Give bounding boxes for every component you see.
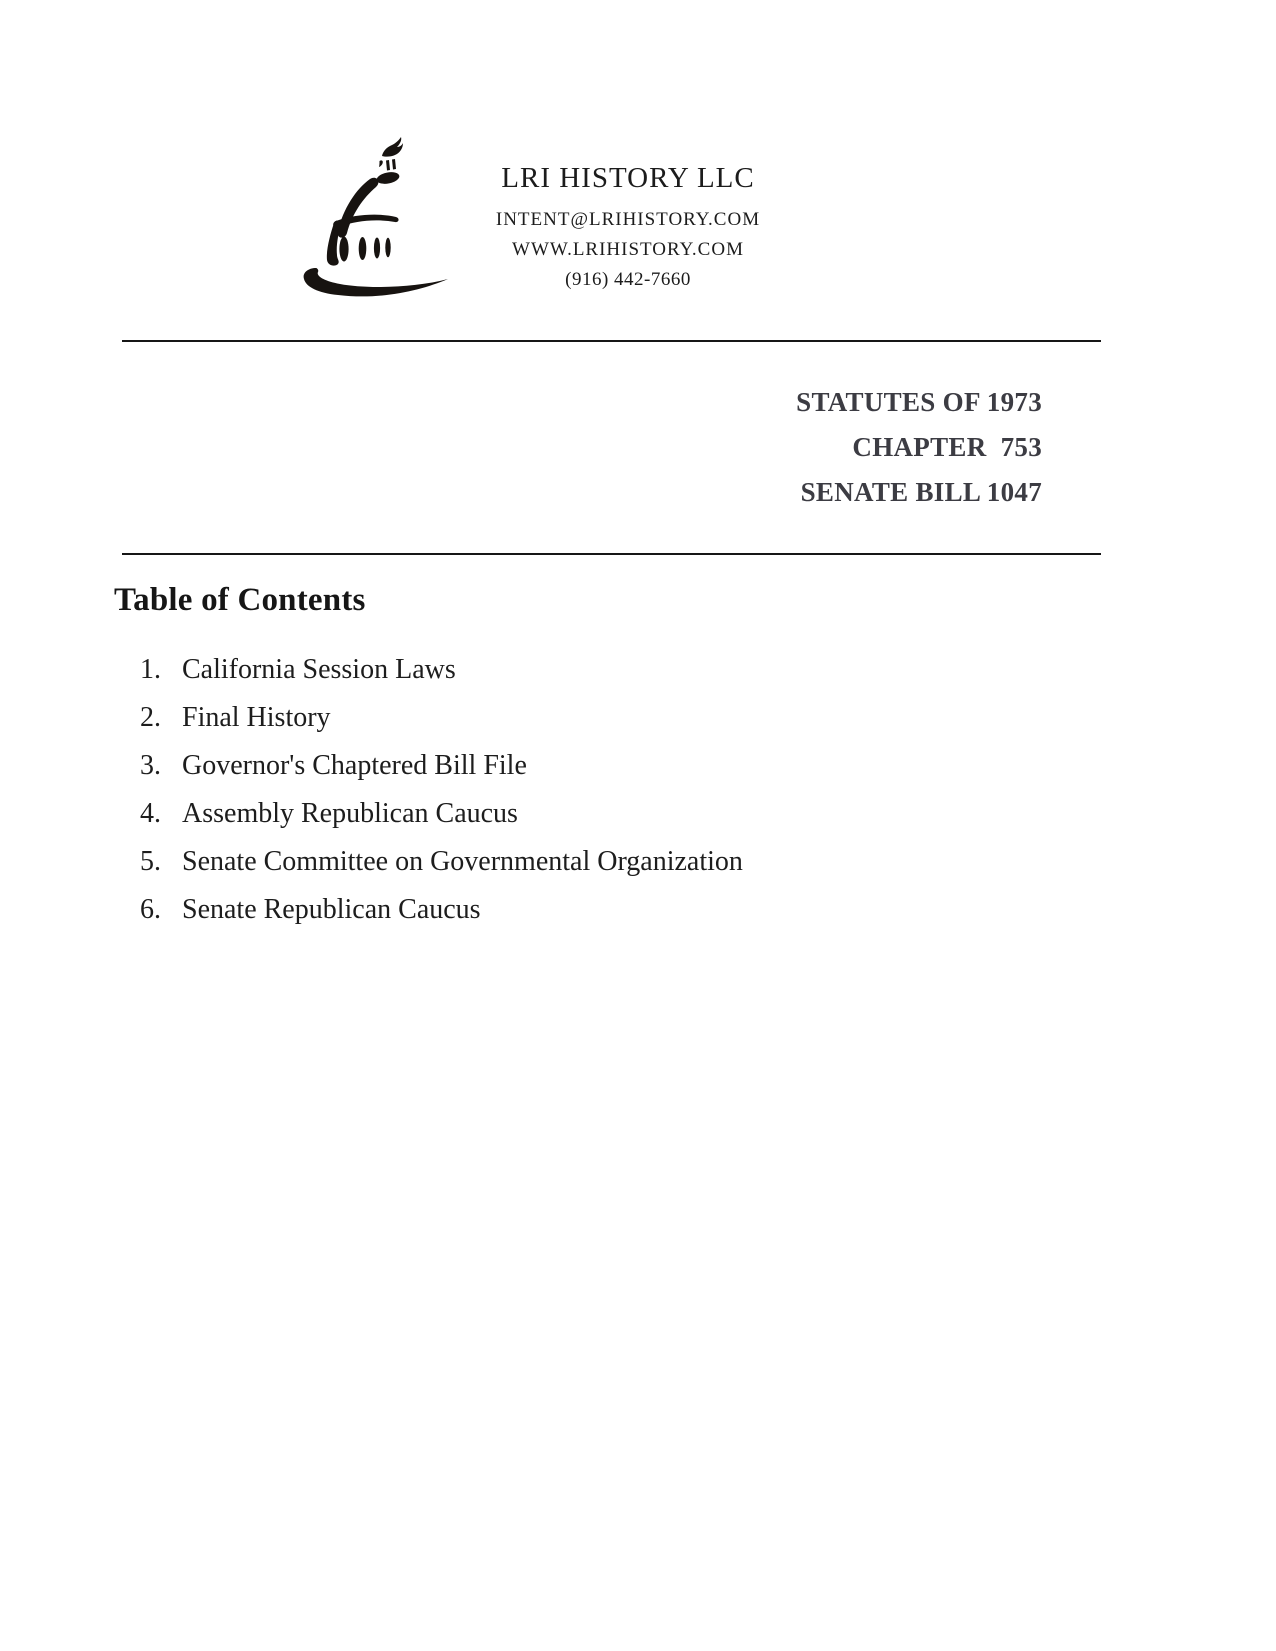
- divider-bottom: [122, 553, 1101, 555]
- toc-item-label: Final History: [182, 702, 331, 733]
- toc-item-number: 3.: [140, 750, 161, 781]
- toc-item: [140, 893, 743, 927]
- company-email: INTENT@LRIHISTORY.COM: [495, 209, 761, 230]
- company-name: LRI HISTORY LLC: [501, 162, 755, 194]
- document-title-block: [796, 380, 1042, 515]
- company-website: WWW.LRIHISTORY.COM: [512, 239, 744, 260]
- company-phone: (916) 442-7660: [565, 269, 691, 290]
- toc-item-number: 4.: [140, 798, 161, 829]
- toc-item: [140, 845, 743, 879]
- toc-heading: Table of Contents: [114, 582, 366, 618]
- toc-item-number: 6.: [140, 894, 161, 925]
- toc-item: [140, 701, 743, 735]
- toc-item-label: Senate Committee on Governmental Organization: [182, 846, 743, 877]
- toc-item-number: 2.: [140, 702, 161, 733]
- toc-item: [140, 797, 743, 831]
- toc-item-label: Governor's Chaptered Bill File: [182, 750, 527, 781]
- chapter-line: CHAPTER 753: [852, 432, 1042, 462]
- statutes-line: STATUTES OF 1973: [796, 387, 1042, 417]
- toc-item: [140, 749, 743, 783]
- letterhead: [413, 157, 843, 295]
- toc-item: [140, 653, 743, 687]
- toc-item-label: California Session Laws: [182, 654, 456, 685]
- toc-item-label: Senate Republican Caucus: [182, 894, 481, 925]
- toc-item-number: 1.: [140, 654, 161, 685]
- toc-list: [140, 653, 743, 941]
- divider-top: [122, 340, 1101, 342]
- toc-item-label: Assembly Republican Caucus: [182, 798, 518, 829]
- toc-item-number: 5.: [140, 846, 161, 877]
- senate-bill-line: SENATE BILL 1047: [800, 477, 1042, 507]
